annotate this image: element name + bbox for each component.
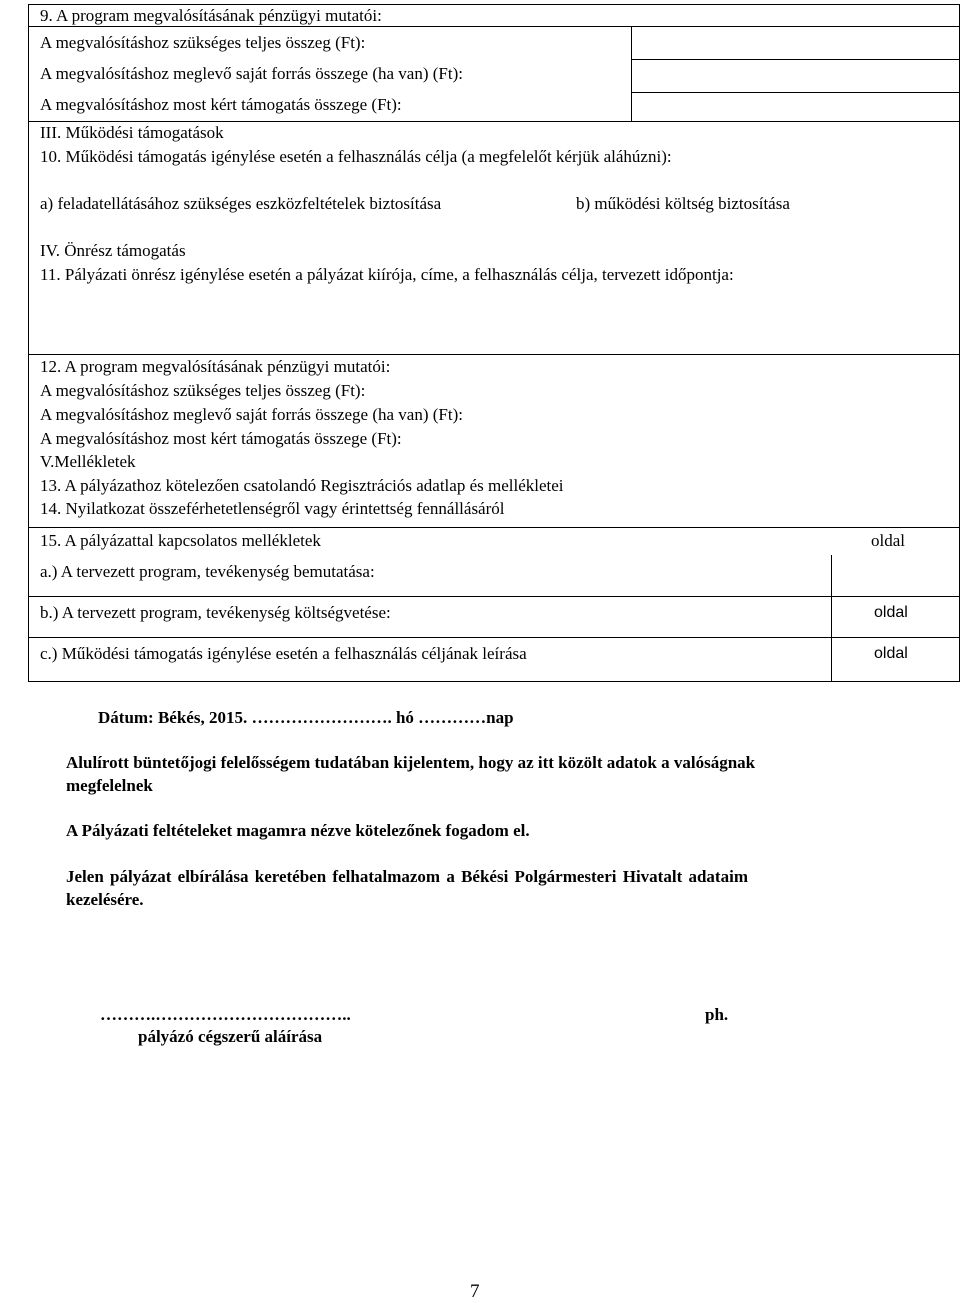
- q12-requested-label: A megvalósításhoz most kért támogatás összege (Ft):: [40, 429, 402, 448]
- row-divider: [631, 59, 960, 60]
- row-divider: [631, 92, 960, 93]
- item-c-page-label: oldal: [874, 645, 908, 662]
- q12-title: 12. A program megvalósításának pénzügyi mutatói:: [40, 357, 391, 376]
- section-3-heading: III. Működési támogatások: [40, 123, 224, 142]
- q9-own-label: A megvalósításhoz meglevő saját forrás összege (ha van) (Ft):: [40, 64, 463, 83]
- authorization-line-1: Jelen pályázat elbírálása keretében felhatalmazom a Békési Polgármesteri Hivatalt adataim: [66, 867, 748, 886]
- row-divider: [28, 354, 960, 355]
- q10-label: 10. Működési támogatás igénylése esetén a felhasználás célja (a megfelelőt kérjük aláhúzni):: [40, 147, 672, 166]
- q11-label: 11. Pályázati önrész igénylése esetén a pályázat kiírója, címe, a felhasználás célja, tervezett időpontja:: [40, 265, 734, 284]
- stamp-label: ph.: [705, 1005, 729, 1024]
- section-4-heading: IV. Önrész támogatás: [40, 241, 186, 260]
- option-a[interactable]: a) feladatellátásához szükséges eszközfeltételek biztosítása: [40, 194, 442, 213]
- q9-total-label: A megvalósításhoz szükséges teljes összeg (Ft):: [40, 33, 366, 52]
- declaration-line-1: Alulírott büntetőjogi felelősségem tudatában kijelentem, hogy az itt közölt adatok a valóságnak: [66, 753, 756, 772]
- authorization-line-2: kezelésére.: [66, 890, 144, 909]
- row-divider: [28, 121, 960, 122]
- q9-title: 9. A program megvalósításának pénzügyi mutatói:: [40, 6, 382, 25]
- row-divider: [28, 637, 960, 638]
- option-b[interactable]: b) működési költség biztosítása: [576, 194, 790, 213]
- acceptance-statement: A Pályázati feltételeket magamra nézve kötelezőnek fogadom el.: [66, 821, 530, 840]
- signature-label: pályázó cégszerű aláírása: [138, 1027, 323, 1046]
- item-b-page-label: oldal: [874, 604, 908, 621]
- declaration-line-2: megfelelnek: [66, 776, 153, 795]
- row-divider: [28, 596, 960, 597]
- q15-label: 15. A pályázattal kapcsolatos mellékletek: [40, 531, 321, 550]
- q9-requested-label: A megvalósításhoz most kért támogatás összege (Ft):: [40, 95, 402, 114]
- q13-label: 13. A pályázathoz kötelezően csatolandó Regisztrációs adatlap és mellékletei: [40, 476, 564, 495]
- page-number: 7: [470, 1281, 480, 1302]
- column-divider: [831, 555, 832, 682]
- q14-label: 14. Nyilatkozat összeférhetetlenségről vagy érintettség fennállásáról: [40, 499, 505, 518]
- q12-total-label: A megvalósításhoz szükséges teljes összeg (Ft):: [40, 381, 366, 400]
- row-divider: [28, 26, 960, 27]
- column-divider: [631, 26, 632, 121]
- item-b-label: b.) A tervezett program, tevékenység költségvetése:: [40, 603, 391, 622]
- row-divider: [28, 527, 960, 528]
- item-a-label: a.) A tervezett program, tevékenység bemutatása:: [40, 562, 375, 581]
- q15-page-label: oldal: [871, 531, 905, 550]
- date-line: Dátum: Békés, 2015. ……………………. hó …………nap: [98, 708, 514, 727]
- section-5-heading: V.Mellékletek: [40, 452, 136, 471]
- item-c-label: c.) Működési támogatás igénylése esetén a felhasználás céljának leírása: [40, 644, 527, 663]
- q12-own-label: A megvalósításhoz meglevő saját forrás összege (ha van) (Ft):: [40, 405, 463, 424]
- signature-dots: ……….……………………………..: [100, 1005, 351, 1024]
